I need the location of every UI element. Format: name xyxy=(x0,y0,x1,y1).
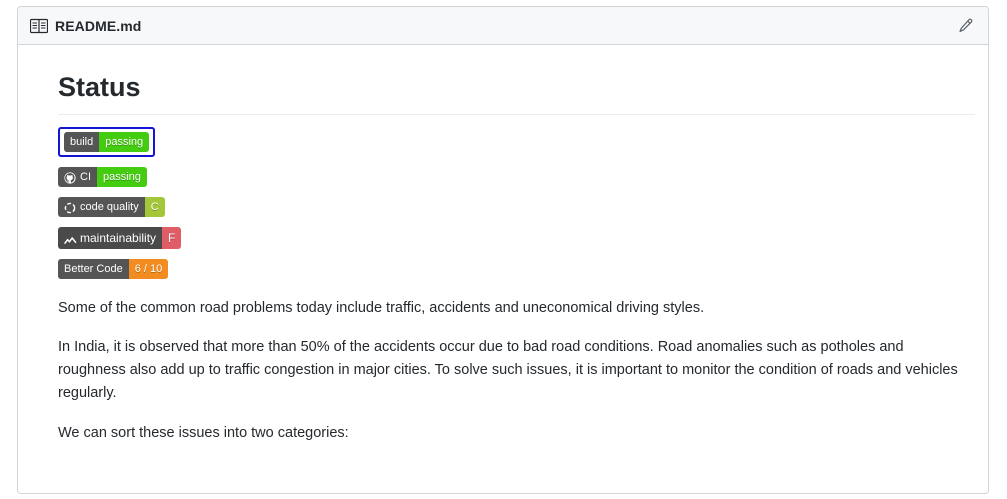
file-name-label: README.md xyxy=(55,17,142,34)
codacy-icon xyxy=(64,201,76,213)
book-icon xyxy=(30,18,48,34)
readme-paragraph-1: Some of the common road problems today include traffic, accidents and uneconomical driving styles. xyxy=(58,299,705,316)
ci-status-badge[interactable] xyxy=(58,167,147,187)
code-quality-badge-left xyxy=(58,197,145,217)
better-code-badge[interactable] xyxy=(58,259,168,279)
readme-file-card xyxy=(17,6,989,494)
better-code-badge-left: Better Code xyxy=(58,259,129,279)
ci-badge-right: passing xyxy=(97,167,147,187)
maintainability-badge-left-label: maintainability xyxy=(80,230,157,245)
badge-row-build xyxy=(58,127,956,157)
build-badge-right: passing xyxy=(99,132,149,152)
badge-row-code-quality xyxy=(58,197,956,217)
maintainability-badge-left xyxy=(58,227,162,249)
file-header xyxy=(18,7,988,45)
code-quality-badge-right: C xyxy=(145,197,165,217)
maintainability-badge[interactable] xyxy=(58,227,181,249)
build-badge-left: build xyxy=(64,132,99,152)
build-badge-focus-ring xyxy=(58,127,155,157)
code-quality-badge[interactable] xyxy=(58,197,165,217)
build-status-badge[interactable] xyxy=(64,132,149,152)
readme-paragraph-2: In India, it is observed that more than 50% of the accidents occur due to bad road conditions. Road anomalies such as potholes and roughness also add up to traffic congestion in major cities. To solve such issues, it is important to monitor the condition of roads and vehicles regularly. xyxy=(58,338,958,402)
readme-body xyxy=(18,45,988,445)
github-icon xyxy=(64,171,76,183)
badge-row-ci xyxy=(58,167,956,187)
maintainability-badge-right: F xyxy=(162,227,181,249)
codeclimate-icon xyxy=(64,232,76,244)
better-code-badge-right: 6 / 10 xyxy=(129,259,169,279)
ci-badge-left-label: CI xyxy=(80,170,91,183)
readme-paragraph-3: We can sort these issues into two categories: xyxy=(58,424,349,441)
badge-list xyxy=(58,127,956,279)
ci-badge-left xyxy=(58,167,97,187)
code-quality-badge-left-label: code quality xyxy=(80,200,139,213)
pencil-icon[interactable] xyxy=(956,17,974,35)
page-title: Status xyxy=(58,71,975,115)
badge-row-better-code xyxy=(58,259,956,279)
badge-row-maintainability xyxy=(58,227,956,249)
